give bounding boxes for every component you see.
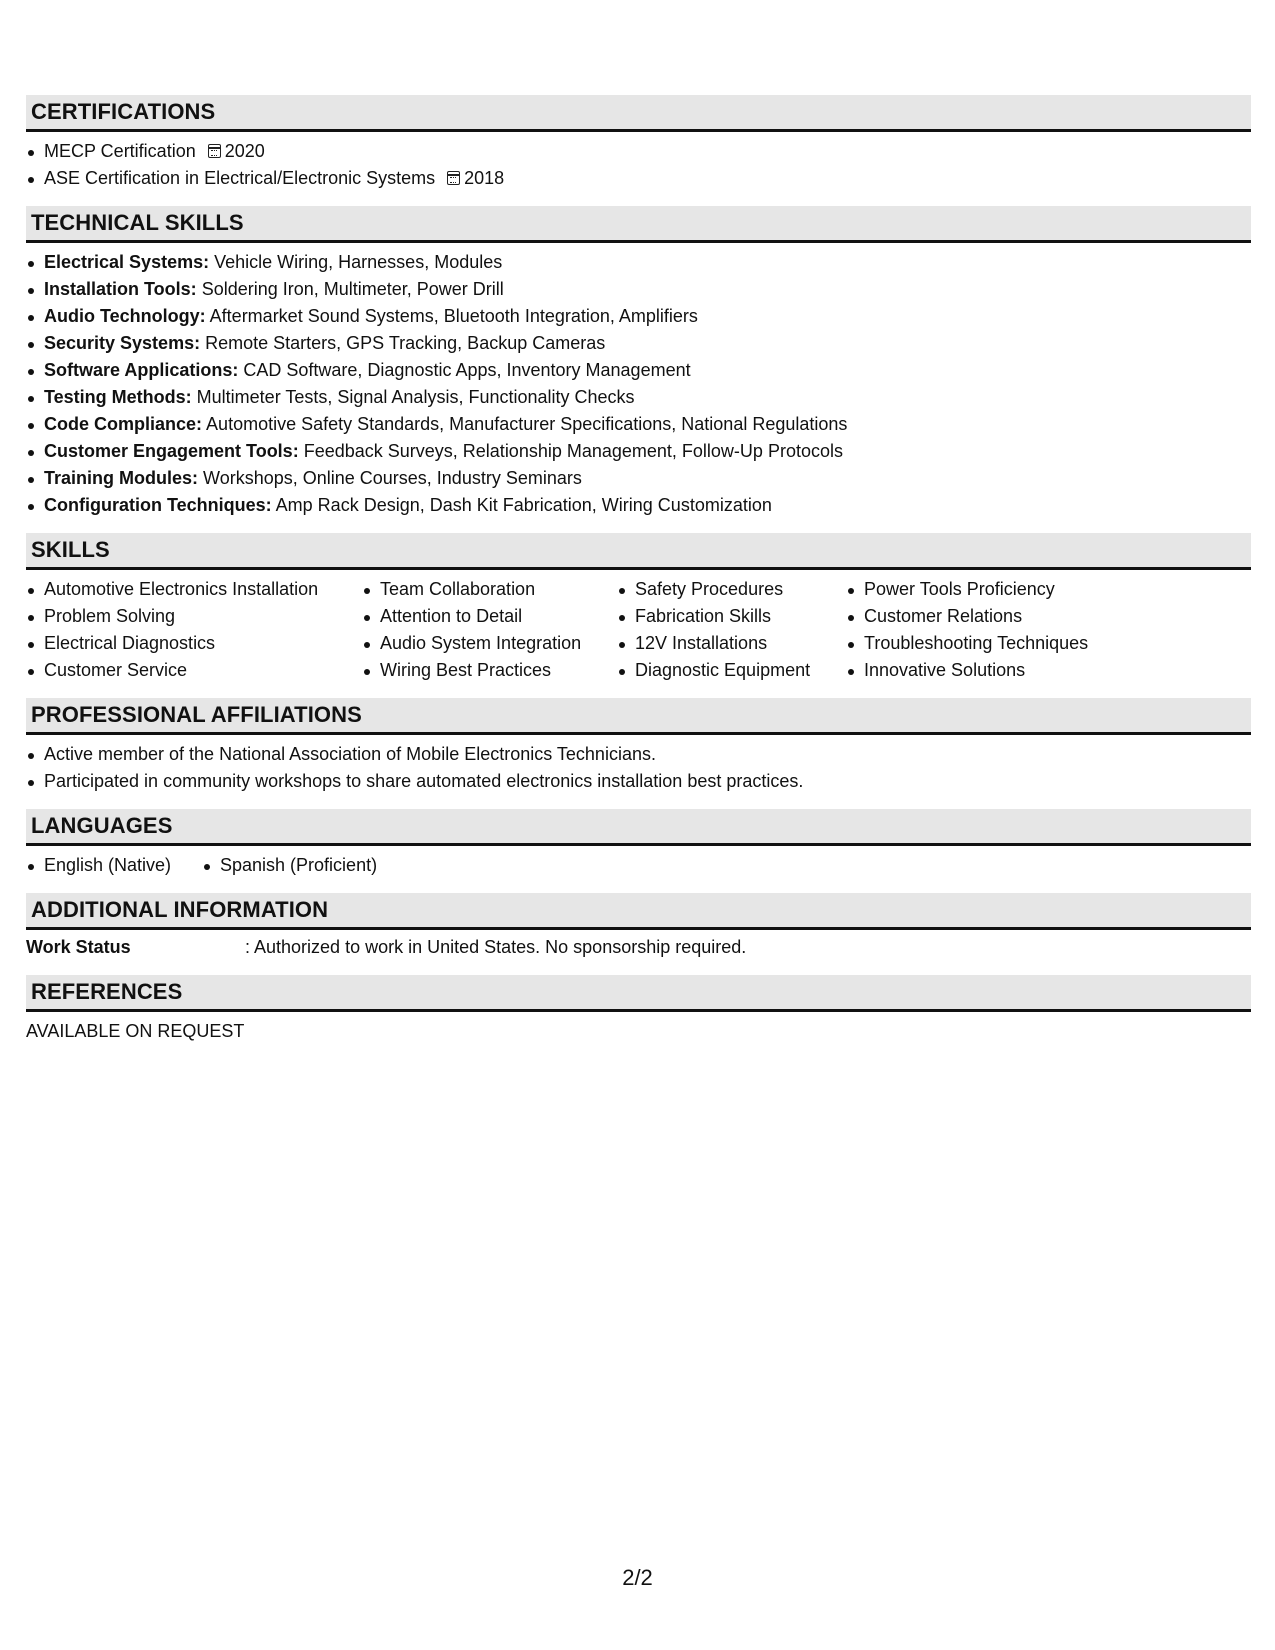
list-item: Audio System Integration (380, 630, 635, 657)
certification-name: ASE Certification in Electrical/Electronic Systems (44, 168, 436, 188)
list-item: Automotive Electronics Installation (44, 576, 380, 603)
list-item: Participated in community workshops to share automated electronics installation best practices. (44, 768, 1251, 795)
calendar-icon (208, 144, 221, 158)
resume-page (26, 95, 1251, 1059)
work-status-value: : Authorized to work in United States. No sponsorship required. (245, 937, 747, 957)
list-item: Spanish (Proficient) (220, 852, 377, 879)
certification-year: 2020 (224, 141, 265, 161)
list-item (44, 249, 1251, 276)
certifications-list (26, 138, 1251, 192)
technical-skills-list (26, 249, 1251, 519)
skill-category-label: Software Applications: (44, 360, 239, 380)
skills-column (864, 576, 1124, 684)
skill-category-value: Aftermarket Sound Systems, Bluetooth Integration, Amplifiers (209, 306, 698, 326)
skill-category-value: Remote Starters, GPS Tracking, Backup Cameras (205, 333, 606, 353)
skill-category-label: Configuration Techniques: (44, 495, 272, 515)
skill-category-label: Audio Technology: (44, 306, 206, 326)
section-title-additional-info: ADDITIONAL INFORMATION (26, 893, 1251, 930)
skill-category-value: Amp Rack Design, Dash Kit Fabrication, Wiring Customization (275, 495, 772, 515)
skill-category-value: CAD Software, Diagnostic Apps, Inventory Management (243, 360, 691, 380)
languages-list (26, 852, 1251, 879)
skills-column (44, 576, 380, 684)
additional-info-section (26, 893, 1251, 961)
list-item (44, 303, 1251, 330)
references-text: AVAILABLE ON REQUEST (26, 1021, 245, 1041)
skill-category-value: Multimeter Tests, Signal Analysis, Functionality Checks (196, 387, 635, 407)
affiliations-list (26, 741, 1251, 795)
skill-category-label: Security Systems: (44, 333, 201, 353)
skill-category-value: Soldering Iron, Multimeter, Power Drill (201, 279, 504, 299)
list-item (44, 438, 1251, 465)
certifications-section (26, 95, 1251, 192)
skills-section (26, 533, 1251, 684)
skill-category-value: Workshops, Online Courses, Industry Seminars (203, 468, 582, 488)
skills-column (635, 576, 864, 684)
list-item (44, 465, 1251, 492)
list-item: Troubleshooting Techniques (864, 630, 1124, 657)
list-item (44, 411, 1251, 438)
list-item: English (Native) (44, 852, 220, 879)
skill-category-label: Electrical Systems: (44, 252, 210, 272)
skills-grid (26, 576, 1251, 684)
certification-year: 2018 (464, 168, 505, 188)
list-item: Safety Procedures (635, 576, 864, 603)
list-item: Active member of the National Association of Mobile Electronics Technicians. (44, 741, 1251, 768)
section-title-languages: LANGUAGES (26, 809, 1251, 846)
list-item (44, 357, 1251, 384)
list-item (44, 492, 1251, 519)
list-item: Fabrication Skills (635, 603, 864, 630)
affiliations-section (26, 698, 1251, 795)
section-title-skills: SKILLS (26, 533, 1251, 570)
page-number: 2/2 (622, 1565, 653, 1590)
technical-skills-section (26, 206, 1251, 519)
section-title-technical-skills: TECHNICAL SKILLS (26, 206, 1251, 243)
list-item: Customer Relations (864, 603, 1124, 630)
list-item (44, 384, 1251, 411)
skill-category-value: Vehicle Wiring, Harnesses, Modules (214, 252, 503, 272)
skill-category-label: Code Compliance: (44, 414, 203, 434)
certification-name: MECP Certification (44, 141, 196, 161)
skills-column (380, 576, 635, 684)
list-item: Team Collaboration (380, 576, 635, 603)
skill-category-label: Customer Engagement Tools: (44, 441, 299, 461)
skill-category-label: Training Modules: (44, 468, 199, 488)
list-item: Problem Solving (44, 603, 380, 630)
work-status-label: Work Status (26, 937, 131, 957)
list-item (44, 276, 1251, 303)
language-column (44, 852, 220, 879)
list-item: Diagnostic Equipment (635, 657, 864, 684)
references-section (26, 975, 1251, 1045)
list-item: Customer Service (44, 657, 380, 684)
skill-category-value: Feedback Surveys, Relationship Management, Follow-Up Protocols (303, 441, 843, 461)
calendar-icon (447, 171, 460, 185)
skill-category-label: Testing Methods: (44, 387, 192, 407)
list-item (44, 138, 1251, 165)
list-item: Wiring Best Practices (380, 657, 635, 684)
section-title-affiliations: PROFESSIONAL AFFILIATIONS (26, 698, 1251, 735)
skill-category-label: Installation Tools: (44, 279, 197, 299)
list-item (44, 165, 1251, 192)
skill-category-value: Automotive Safety Standards, Manufacturer Specifications, National Regulations (206, 414, 848, 434)
work-status-row (26, 934, 1251, 961)
section-title-certifications: CERTIFICATIONS (26, 95, 1251, 132)
list-item: Attention to Detail (380, 603, 635, 630)
section-title-references: REFERENCES (26, 975, 1251, 1012)
languages-section (26, 809, 1251, 879)
list-item: Electrical Diagnostics (44, 630, 380, 657)
list-item: Power Tools Proficiency (864, 576, 1124, 603)
language-column (220, 852, 377, 879)
list-item: Innovative Solutions (864, 657, 1124, 684)
list-item: 12V Installations (635, 630, 864, 657)
list-item (44, 330, 1251, 357)
